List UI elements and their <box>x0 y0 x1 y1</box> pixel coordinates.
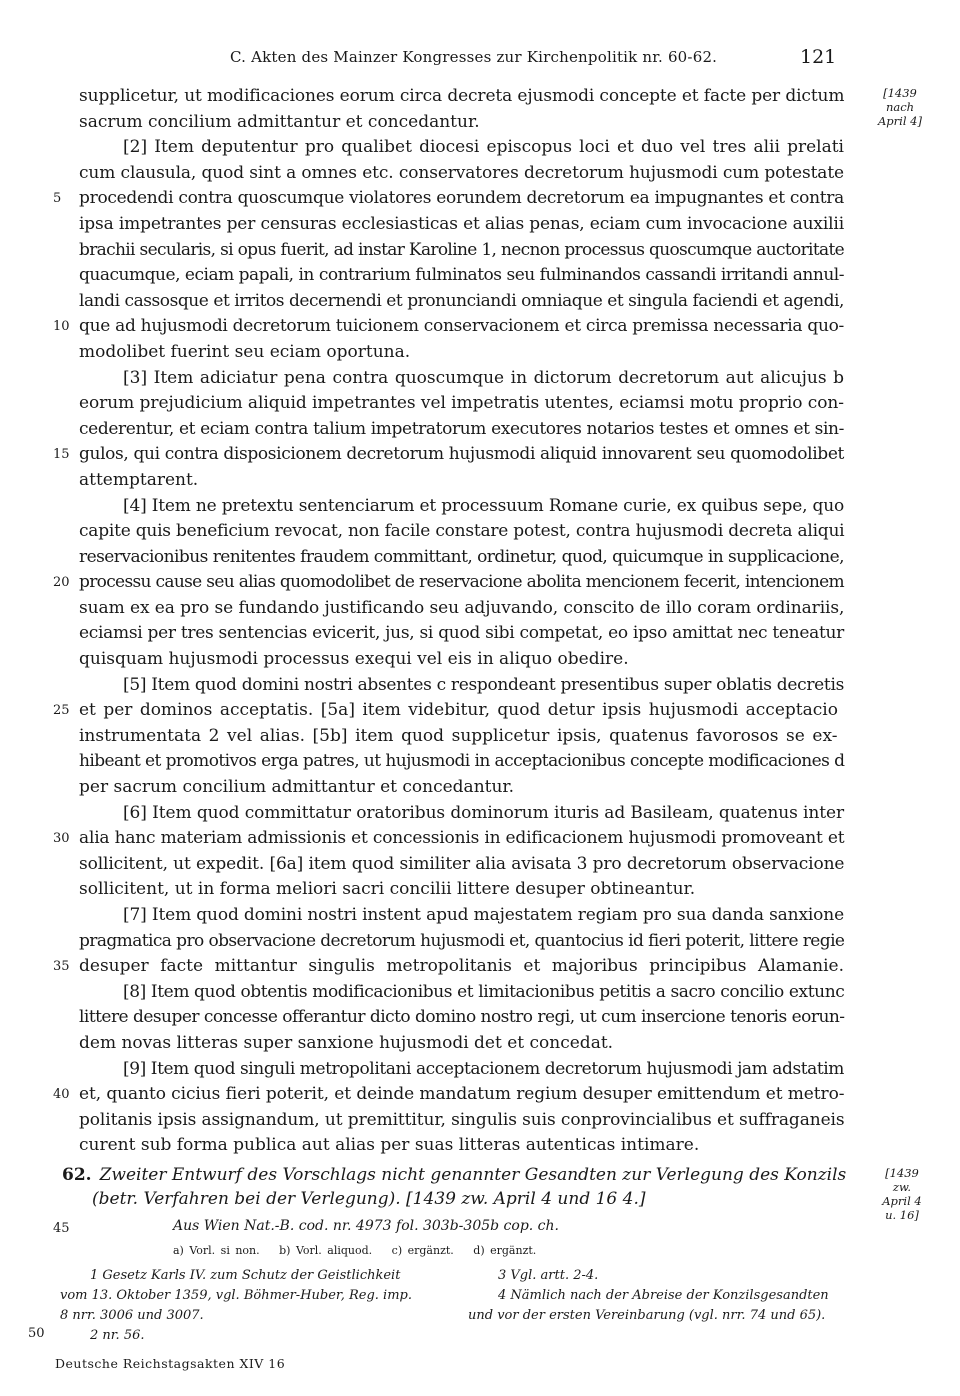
text-line <box>79 801 844 827</box>
text-line <box>79 1108 844 1134</box>
line-number: 10 <box>53 319 70 335</box>
text-line <box>79 238 844 264</box>
line-text: processu cause seu alias quomodolibet de reservacione abolita mencionem fecerit, intencionem <box>79 572 844 593</box>
line-number: 35 <box>53 959 70 975</box>
text-line <box>53 442 844 468</box>
text-line <box>53 826 845 852</box>
line-text: cederentur, et eciam contra talium impetratorum executores notarios testes et omnes et sin- <box>79 418 844 439</box>
line-number: 15 <box>53 447 70 463</box>
line-text: [9] Item quod singuli metropolitani acceptacionem decretorum hujusmodi jam adstatim <box>123 1058 844 1079</box>
text-line <box>79 929 844 955</box>
line-text: [4] Item ne pretextu sentenciarum et processuum Romane curie, ex quibus sepe, quo <box>123 495 844 516</box>
footnote: vom 13. Oktober 1359, vgl. Böhmer-Huber, Reg. imp. <box>60 1288 412 1303</box>
margin-note-line: April 4] <box>878 114 922 128</box>
line-text: littere desuper concesse offerantur dicto domino nostro regi, ut cum insercione tenoris eorun- <box>79 1007 845 1028</box>
text-line <box>79 1057 844 1083</box>
line-text: landi cassosque et irritos decernendi et pronunciandi omniaque et singula faciendi et agendi, <box>79 290 844 311</box>
text-line <box>79 263 844 289</box>
footnotes-left-column <box>60 1266 490 1346</box>
footnote: 3 Vgl. artt. 2-4. <box>498 1268 599 1283</box>
footnote: 1 Gesetz Karls IV. zum Schutz der Geistlichkeit <box>90 1268 401 1283</box>
line-text: [3] Item adiciatur pena contra quoscumque in dictorum decretorum aut alicujus b <box>123 367 844 388</box>
line-text: et, quanto cicius fieri poterit, et deinde mandatum regium desuper emittendum et metro- <box>79 1084 845 1105</box>
footnotes-right-column <box>468 1266 868 1326</box>
line-text: modolibet fuerint seu eciam oportuna. <box>79 341 411 362</box>
text-line <box>79 621 844 647</box>
line-text: [5] Item quod domini nostri absentes c respondeant presentibus super oblatis decretis <box>123 674 844 695</box>
text-line <box>53 698 844 724</box>
text-line <box>79 135 844 161</box>
margin-note-line: nach <box>885 100 915 114</box>
line-text: eciamsi per tres sentencias evicerit, jus, si quod sibi competat, eo ipso amittat nec teneatur <box>79 623 844 644</box>
footnote: 8 nrr. 3006 und 3007. <box>60 1308 204 1323</box>
line-number: 25 <box>53 703 70 719</box>
text-line <box>53 570 844 596</box>
margin-note-line: zw. <box>892 1180 912 1194</box>
line-text: attemptarent. <box>79 469 199 490</box>
line-text: cum clausula, quod sint a omnes etc. conservatores decretorum hujusmodi cum potestate <box>79 162 844 183</box>
running-title: C. Akten des Mainzer Kongresses zur Kirchenpolitik nr. 60-62. <box>230 48 718 66</box>
text-line <box>79 980 844 1006</box>
margin-note-date <box>870 86 930 128</box>
text-line <box>79 724 844 750</box>
variant-note: c) ergänzt. <box>391 1244 454 1257</box>
text-line <box>79 903 844 929</box>
line-text: politanis ipsis assignandum, ut premittitur, singulis suis conprovincialibus et suffraganeis <box>79 1109 845 1130</box>
text-line <box>53 314 844 340</box>
text-line <box>79 1005 844 1031</box>
text-line <box>79 391 844 417</box>
line-text: [7] Item quod domini nostri instent apud majestatem regiam pro sua danda sanxione <box>123 905 844 925</box>
text-line <box>79 877 844 903</box>
variant-note: d) ergänzt. <box>473 1244 537 1257</box>
text-line <box>79 366 844 392</box>
page-number: 121 <box>800 46 837 68</box>
text-line <box>79 775 844 801</box>
line-text: brachii secularis, si opus fuerit, ad instar Karoline 1, necnon processus quoscumque auctoritate <box>79 239 844 260</box>
body-text <box>53 84 845 1159</box>
text-line <box>79 749 844 775</box>
line-number: 50 <box>28 1326 45 1341</box>
footnote: 4 Nämlich nach der Abreise der Konzilsgesandten <box>498 1288 829 1303</box>
text-line <box>79 340 844 366</box>
line-text: sollicitent, ut expedit. [6a] item quod similiter alia avisata 3 pro decretorum observacione <box>79 853 845 874</box>
text-line <box>53 1082 845 1108</box>
footnote: 2 nr. 56. <box>90 1328 145 1343</box>
text-line <box>79 852 844 878</box>
section-number: 62. <box>62 1165 92 1185</box>
line-number: 40 <box>53 1087 70 1103</box>
margin-note-section-date <box>872 1166 932 1222</box>
text-line <box>79 647 844 673</box>
variant-notes <box>173 1244 550 1257</box>
text-line <box>79 161 844 187</box>
text-line <box>79 110 844 136</box>
line-number: 45 <box>53 1221 70 1236</box>
text-line <box>79 468 844 494</box>
text-line <box>79 1133 844 1159</box>
line-text: capite quis beneficium revocat, non facile constare potest, contra hujusmodi decreta aliqui <box>79 521 845 542</box>
line-number: 20 <box>53 575 70 591</box>
line-text: [6] Item quod committatur oratoribus dominorum ituris ad Basileam, quatenus inter <box>123 802 844 823</box>
text-line <box>79 673 844 699</box>
text-line <box>79 519 844 545</box>
line-text: instrumentata 2 vel alias. [5b] item quod supplicetur ipsis, quatenus favorosos se ex- <box>79 725 838 746</box>
text-line <box>79 494 844 520</box>
line-text: supplicetur, ut modificaciones eorum circa decreta ejusmodi concepte et facte per dictum <box>79 86 845 106</box>
line-text: desuper facte mittantur singulis metropolitanis et majoribus principibus Alamanie. <box>79 956 844 977</box>
margin-note-line: [1439 <box>883 86 917 100</box>
text-line <box>79 1031 844 1057</box>
line-text: curent sub forma publica aut alias per suas litteras autenticas intimare. <box>79 1135 700 1156</box>
text-line <box>79 596 844 622</box>
line-text: reservacionibus renitentes fraudem committant, ordinetur, quod, quicumque in supplicacione, <box>79 546 845 567</box>
line-number: 30 <box>53 831 70 847</box>
margin-note-line: u. 16] <box>885 1208 919 1222</box>
line-text: hibeant et promotivos erga patres, ut hujusmodi in acceptacionibus concepte modificaciones d <box>79 751 845 772</box>
margin-note-line: [1439 <box>885 1166 919 1180</box>
line-text: quisquam hujusmodi processus exequi vel eis in aliquo obedire. <box>79 649 629 670</box>
line-number: 5 <box>53 191 62 207</box>
text-line <box>79 84 844 110</box>
section-heading <box>62 1163 852 1211</box>
variant-note: b) Vorl. aliquod. <box>279 1244 373 1257</box>
line-text: que ad hujusmodi decretorum tuicionem conservacionem et circa premissa necessaria quo- <box>79 316 844 337</box>
variant-note: a) Vorl. si non. <box>173 1244 260 1257</box>
line-text: procedendi contra quoscumque violatores eorundem decretorum ea impugnantes et contra <box>79 188 844 209</box>
text-line <box>53 954 844 980</box>
line-text: ipsa impetrantes per censuras ecclesiasticas et alias penas, eciam cum invocacione auxilii <box>79 213 844 234</box>
volume-signature: Deutsche Reichstagsakten XIV 16 <box>55 1356 286 1371</box>
line-text: pragmatica pro observacione decretorum hujusmodi et, quantocius id fieri poterit, littere regie <box>79 930 845 951</box>
line-text: eorum prejudicium aliquid impetrantes vel impetratis utentes, eciamsi motu proprio con- <box>79 393 844 414</box>
line-text: gulos, qui contra disposicionem decretorum hujusmodi aliquid innovarent seu quomodolibet <box>79 444 844 465</box>
text-line <box>79 289 844 315</box>
line-text: [8] Item quod obtentis modificacionibus et limitacionibus petitis a sacro concilio extunc <box>123 981 845 1002</box>
line-text: suam ex ea pro se fundando justificando seu adjuvando, conscito de illo coram ordinariis, <box>79 597 845 618</box>
line-text: per sacrum concilium admittantur et concedantur. <box>79 777 515 798</box>
text-line <box>79 545 844 571</box>
line-text: quacumque, eciam papali, in contrarium fulminatos seu fulminandos cassandi irritandi annul- <box>79 265 844 286</box>
text-line <box>79 212 844 238</box>
line-text: alia hanc materiam admissionis et concessionis in edificacionem hujusmodi promoveant et <box>79 828 845 849</box>
section-title-line-1 <box>62 1163 852 1187</box>
section-title: Zweiter Entwurf des Vorschlags nicht genannter Gesandten zur Verlegung des Konzils <box>99 1165 847 1185</box>
line-text: et per dominos acceptatis. [5a] item videbitur, quod detur ipsis hujusmodi acceptacio <box>79 700 838 721</box>
text-line <box>79 417 844 443</box>
text-line <box>53 186 844 212</box>
line-text: sollicitent, ut in forma meliori sacri concilii littere desuper obtineantur. <box>79 879 696 900</box>
line-text: [2] Item deputentur pro qualibet diocesi episcopus loci et duo vel tres alii prelati <box>123 137 844 158</box>
source-reference: Aus Wien Nat.-B. cod. nr. 4973 fol. 303b-305b cop. ch. <box>173 1218 559 1234</box>
section-title-line-2: (betr. Verfahren bei der Verlegung). [1439 zw. April 4 und 16 4.] <box>92 1189 646 1209</box>
margin-note-line: April 4 <box>882 1194 922 1208</box>
line-text: sacrum concilium admittantur et concedantur. <box>79 111 480 132</box>
line-text: dem novas litteras super sanxione hujusmodi det et concedat. <box>79 1032 614 1053</box>
footnote: und vor der ersten Vereinbarung (vgl. nrr. 74 und 65). <box>468 1308 826 1323</box>
